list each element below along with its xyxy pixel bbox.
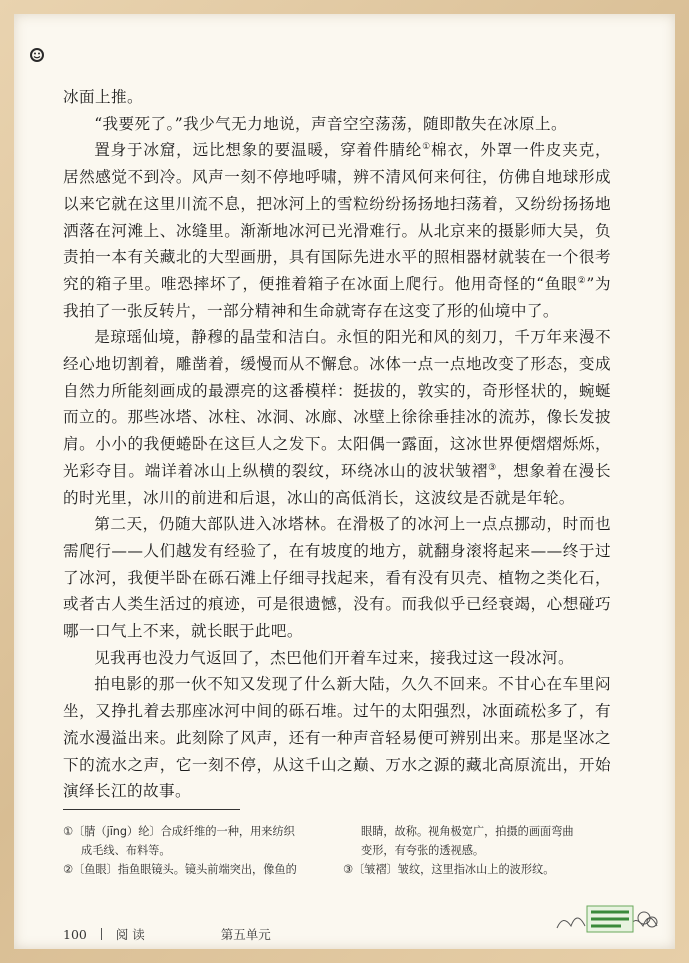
paragraph-text: 冰面上推。 (63, 88, 143, 106)
paragraph (63, 324, 611, 511)
footnote-line: 变形，有夸张的透视感。 (361, 844, 485, 857)
smiley-icon (30, 48, 44, 62)
paragraph-text: 置身于冰窟，远比想象的要温暖，穿着件腈纶 (94, 141, 423, 160)
paragraph (63, 511, 611, 645)
paragraph-text: ”为我拍了一张反转片，一部分精神和生命就寄存在这变了形的仙境中了。 (63, 274, 612, 320)
footnote-line: 成毛线、布料等。 (81, 844, 171, 857)
paragraph-text: 棉衣，外罩一件皮夹克，居然感觉不到冷。风声一刻不停地呼啸，辨不清风何来何往，仿佛自地球形成以来它就在这里川流不息，把冰河上的雪粒纷纷扬扬地扫荡着，又纷纷扬扬地洒落在河滩上、冰缝里。渐渐地冰河已光滑难行。从北京来的摄影师大吴，负责拍一本有关藏北的大型画册，具有国际先进水平的照相器材就装在一个很考究的箱子里。唯恐摔坏了，便推着箱子在冰面上爬行。他用奇怪的“鱼眼 (63, 141, 611, 293)
paragraph (63, 84, 611, 111)
paragraph (63, 671, 611, 805)
footnote-divider (63, 809, 240, 810)
footer-section: 阅 读 (115, 927, 145, 942)
paragraph (63, 645, 611, 672)
footnote-marker: ② (577, 275, 587, 286)
paragraph-text: 第二天，仍随大部队进入冰塔林。在滑极了的冰河上一点点挪动，时而也需爬行——人们越发有经验了，在有坡度的地方，就翻身滚将起来——终于过了冰河，我便半卧在砾石滩上仔细寻找起来，看有没有贝壳、植物之类化石，或者古人类生活过的痕迹，可是很遗憾，没有。而我似乎已经衰竭，心想碰巧哪一口气上不来，就长眠于此吧。 (63, 515, 611, 641)
footnote-line: ①〔腈（jīng）纶〕合成纤维的一种，用来纺织 (63, 825, 295, 838)
footnotes-left-column (63, 822, 325, 879)
footnote-marker: ① (422, 142, 432, 153)
paragraph-text: 是琼瑶仙境，静穆的晶莹和洁白。永恒的阳光和风的刻刀，千万年来漫不经心地切割着，雕凿着，缓慢而从不懈怠。冰体一点一点地改变了形态，变成自然力所能刻画成的最漂亮的这番模样：挺拔的，敦实的，奇形怪状的，蜿蜒而立的。那些冰塔、冰柱、冰洞、冰廊、冰壁上徐徐垂挂冰的流苏，像长发披肩。小小的我便蜷卧在这巨人之发下。太阳偶一露面，这冰世界便熠熠烁烁，光彩夺目。端详着冰山上纵横的裂纹，环绕冰山的波状皱褶 (63, 328, 611, 480)
paragraph-text: 见我再也没力气返回了，杰巴他们开着车过来，接我过这一段冰河。 (94, 648, 575, 667)
paragraph (63, 111, 611, 138)
footer-divider (101, 928, 102, 940)
footnote-marker: ③ (488, 462, 497, 473)
paragraph-text: “我要死了。”我少气无力地说，声音空空荡荡，随即散失在冰原上。 (94, 114, 567, 133)
page-number: 100 (63, 927, 87, 942)
page-footer (63, 925, 271, 943)
paragraph-text: ，想象着在漫长的时光里，冰川的前进和后退，冰山的高低消长，这波纹是否就是年轮。 (63, 461, 611, 507)
watermark-logo (549, 898, 661, 940)
paragraph (63, 137, 611, 324)
paragraph-text: 拍电影的那一伙不知又发现了什么新大陆，久久不回来。不甘心在车里闷坐，又挣扎着去那座冰河中间的砾石堆。过午的太阳强烈，冰面疏松多了，有流水漫溢出来。此刻除了风声，还有一种声音轻易便可辨别出来。那是坚冰之下的流水之声，它一刻不停，从这千山之巅、万水之源的藏北高原流出，开始演绎长江的故事。 (63, 675, 611, 801)
footer-unit: 第五单元 (220, 927, 271, 942)
footnote-line: ②〔鱼眼〕指鱼眼镜头。镜头前端突出，像鱼的 (63, 863, 297, 876)
footnote-line: 眼睛，故称。视角极宽广，拍摄的画面弯曲 (361, 825, 574, 838)
article-body (63, 84, 611, 805)
footnotes-right-column (343, 822, 611, 879)
footnote-line: ③〔皱褶〕皱纹，这里指冰山上的波形纹。 (343, 863, 555, 876)
